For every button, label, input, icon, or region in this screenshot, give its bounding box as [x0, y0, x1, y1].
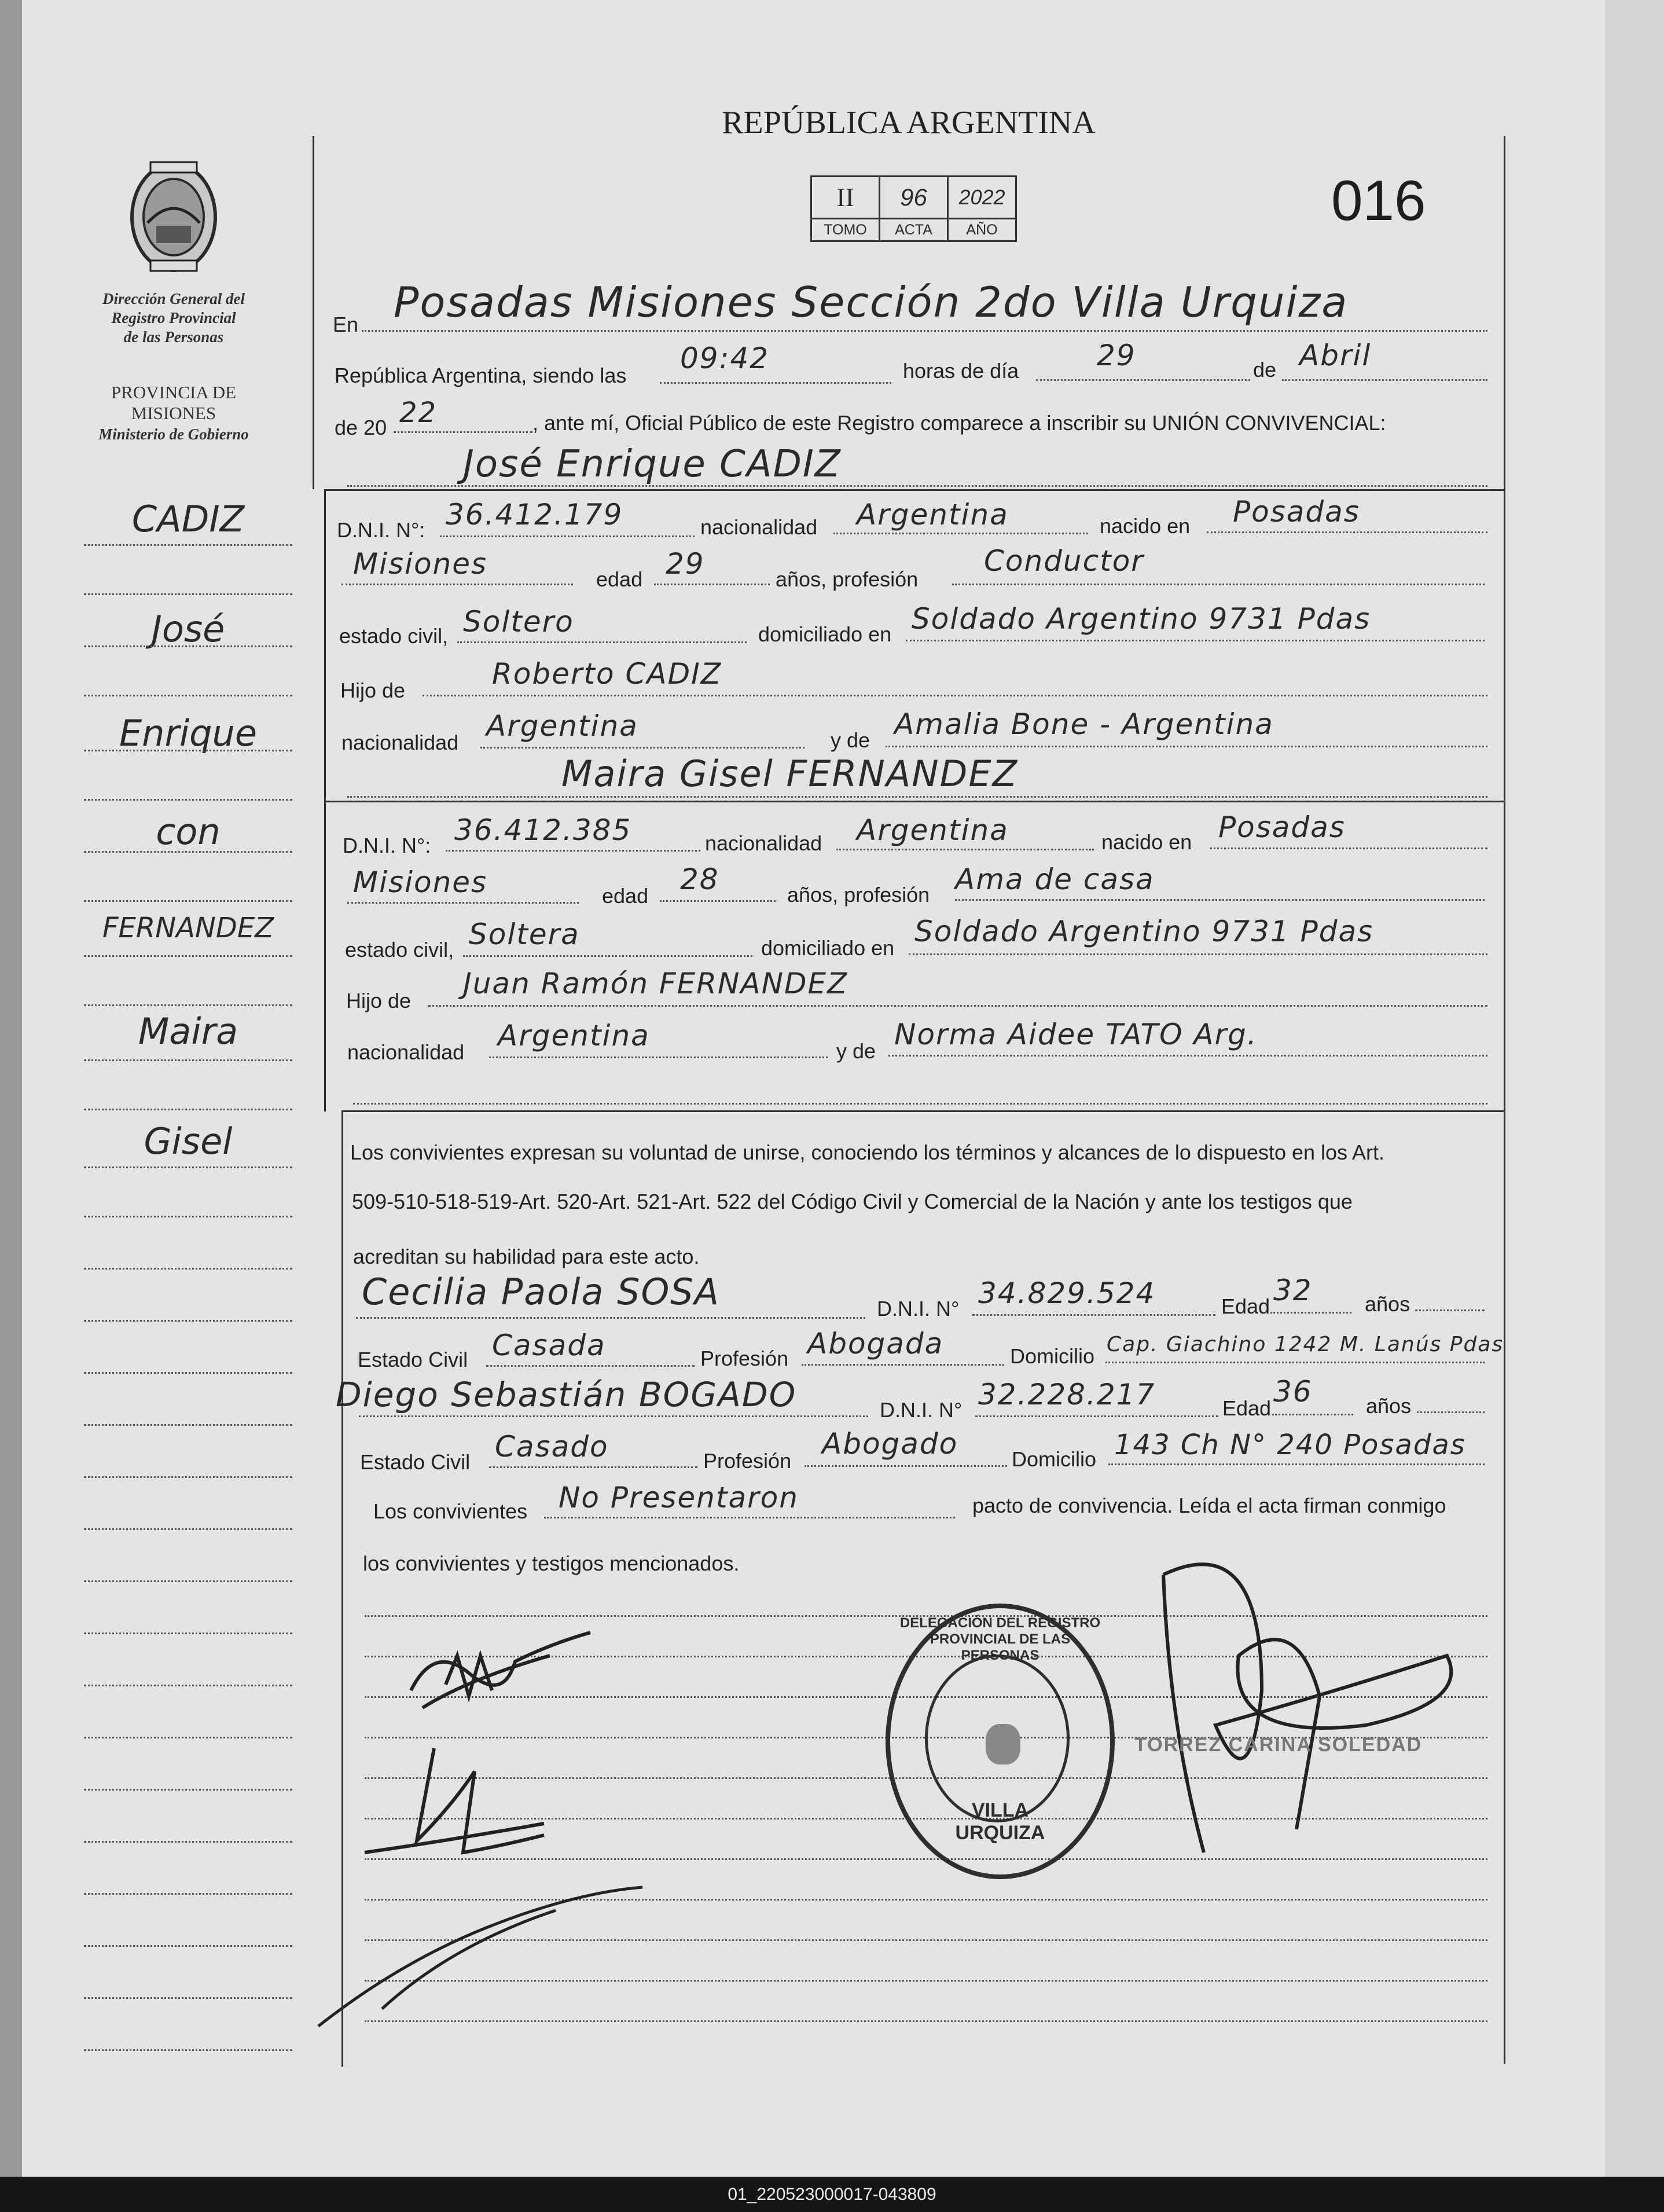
p1-dom-line [906, 640, 1485, 641]
w2-civil: Casado [495, 1430, 609, 1463]
statement-line-2: 509-510-518-519-Art. 520-Art. 521-Art. 522 del Código Civil y Comercial de la Nación y ante los testigos que [352, 1190, 1353, 1213]
margin-line [84, 1841, 292, 1843]
person2-name: Maira Gisel FERNANDEZ [561, 753, 1019, 795]
acta-value: 96 [880, 175, 949, 219]
p2-mother-line [888, 1055, 1487, 1057]
p2-hijo-label: Hijo de [346, 989, 412, 1013]
p2-dni-line [446, 850, 700, 852]
p1-hijo-label: Hijo de [340, 678, 406, 702]
p1-mother: Amalia Bone - Argentina [894, 707, 1274, 741]
w2-prof-line [805, 1465, 1007, 1467]
margin-name-6: Maira [138, 1010, 238, 1052]
p1-age: 29 [666, 547, 705, 581]
w1-prof-line [802, 1364, 1004, 1366]
w1-anos-line [1415, 1309, 1485, 1311]
margin-name-4: con [156, 810, 221, 853]
p2-dom-line [909, 953, 1487, 955]
p2-edad-label: edad [602, 884, 649, 908]
p1-edad-label: edad [596, 567, 643, 591]
agency-line-2: Registro Provincial [111, 309, 236, 327]
p1-dom-label: domiciliado en [758, 622, 892, 646]
p1-born-label: nacido en [1100, 514, 1191, 538]
stamp-emblem-icon [986, 1724, 1020, 1765]
margin-line [84, 1476, 292, 1478]
signature-2-icon [359, 1737, 556, 1876]
horas-label: horas de día [903, 359, 1019, 383]
p2-age-line [660, 900, 776, 902]
p2-address: Soldado Argentino 9731 Pdas [914, 915, 1374, 948]
place-line [362, 330, 1487, 332]
p2-mother: Norma Aidee TATO Arg. [894, 1018, 1258, 1051]
stamp-outer-text: DELEGACIÓN DEL REGISTRO PROVINCIAL DE LAS PERSONAS [899, 1615, 1101, 1663]
closing-line-2: los convivientes y testigos mencionados. [363, 1551, 740, 1575]
w1-prof-label: Profesión [700, 1347, 789, 1370]
margin-line [84, 900, 292, 902]
p2-nac-line [836, 849, 1094, 850]
p2-dni: 36.412.385 [454, 813, 632, 847]
p1-father-nat: Argentina [486, 709, 638, 743]
ministry-line: Ministerio de Gobierno [98, 425, 249, 443]
frame-left-1 [313, 136, 314, 489]
day-line [1036, 379, 1250, 381]
p1-father-line [423, 695, 1487, 696]
margin-line [84, 1737, 292, 1738]
w2-dom-label: Domicilio [1012, 1447, 1097, 1471]
hour-value: 09:42 [680, 342, 770, 375]
w1-civil: Casada [492, 1329, 606, 1362]
p2-father-line [428, 1005, 1487, 1007]
margin-line [84, 1945, 292, 1947]
p2-prof-label: años, profesión [787, 883, 930, 907]
w1-edad-label: Edad [1221, 1294, 1270, 1318]
appear-text: , ante mí, Oficial Público de este Registro comparece a inscribir su UNIÓN CONVIVENCIAL: [532, 411, 1386, 435]
p1-nac-label: nacionalidad [700, 515, 818, 539]
p2-dom-label: domiciliado en [761, 936, 895, 960]
p1-civil-label: estado civil, [339, 624, 449, 648]
closing-suffix: pacto de convivencia. Leída el acta firman conmigo [972, 1494, 1446, 1517]
w2-anos-line [1417, 1411, 1485, 1413]
p1-nac-line [833, 533, 1088, 534]
margin-line [84, 851, 292, 853]
margin-line [84, 799, 292, 801]
province-block [87, 382, 260, 445]
p2-born2-line [347, 902, 579, 904]
p2-born-line [1210, 848, 1487, 849]
p2-fnat-line [489, 1057, 828, 1058]
w2-dni-line [975, 1415, 1218, 1417]
margin-line [84, 544, 292, 546]
margin-line [84, 1580, 292, 1582]
w1-age: 32 [1273, 1274, 1313, 1307]
p1-born2-line [341, 584, 573, 585]
margin-line [84, 1268, 292, 1270]
p1-born2: Misiones [353, 547, 488, 581]
image-footer [0, 2177, 1664, 2212]
w2-dni-label: D.N.I. N° [880, 1398, 963, 1422]
agency-block [87, 289, 260, 347]
w1-profession: Abogada [807, 1327, 944, 1360]
p2-born: Posadas [1218, 810, 1346, 844]
w2-name-line [359, 1415, 868, 1417]
margin-line [84, 645, 292, 647]
p1-prof-label: años, profesión [776, 567, 919, 591]
section-divider-1 [324, 489, 1505, 491]
margin-line [84, 1004, 292, 1006]
en-label: En [333, 313, 359, 336]
w1-dni: 34.829.524 [978, 1276, 1156, 1310]
closing-line [544, 1517, 955, 1518]
p2-nac-label: nacionalidad [705, 831, 822, 855]
person2-name-line [347, 796, 1487, 798]
republica-label: República Argentina, siendo las [335, 364, 627, 387]
w2-prof-label: Profesión [703, 1449, 792, 1473]
image-code: 01_220523000017-043809 [728, 2185, 936, 2204]
margin-line [84, 750, 292, 751]
margin-name-1: CADIZ [131, 498, 245, 540]
w1-dni-label: D.N.I. N° [877, 1297, 960, 1320]
margin-line [84, 593, 292, 595]
w2-profession: Abogado [822, 1427, 958, 1461]
margin-line [84, 1424, 292, 1426]
tomo-acta-ano-table [810, 175, 1017, 242]
tomo-label: TOMO [810, 219, 880, 242]
province-line-2: MISIONES [131, 403, 216, 423]
w2-name: Diego Sebastián BOGADO [336, 1375, 797, 1414]
ano-label: AÑO [949, 219, 1017, 242]
stamp-inner-text: VILLA URQUIZA [955, 1799, 1045, 1844]
margin-line [84, 1166, 292, 1168]
day-value: 29 [1097, 339, 1136, 372]
p1-nationality: Argentina [857, 498, 1009, 531]
w1-dom-label: Domicilio [1010, 1344, 1095, 1368]
p1-born-line [1207, 531, 1487, 533]
p2-nac2-label: nacionalidad [347, 1040, 465, 1064]
p1-mother-line [886, 746, 1487, 747]
margin-name-3: Enrique [119, 712, 257, 754]
p2-born-label: nacido en [1101, 830, 1192, 854]
w2-dni: 32.228.217 [978, 1378, 1156, 1411]
p1-dni-line [440, 535, 695, 537]
registry-stamp [886, 1604, 1115, 1879]
margin-name-5: FERNANDEZ [102, 912, 274, 944]
p2-prof-line [955, 899, 1485, 901]
p2-dni-label: D.N.I. N°: [343, 834, 431, 857]
month-value: Abril [1299, 339, 1372, 372]
margin-line [84, 695, 292, 696]
w2-age-line [1272, 1414, 1353, 1415]
margin-line [84, 1109, 292, 1110]
margin-name-7: Gisel [144, 1120, 233, 1162]
w2-anos-label: años [1366, 1394, 1412, 1418]
p1-father: Roberto CADIZ [492, 657, 722, 691]
tomo-value: II [810, 175, 880, 219]
facing-page-edge [1605, 0, 1664, 2177]
p2-civil-line [463, 955, 752, 957]
w2-dom-line [1108, 1463, 1485, 1465]
statement-line-3: acreditan su habilidad para este acto. [353, 1245, 700, 1268]
frame-right [1504, 136, 1505, 2064]
signature-1-icon [399, 1621, 608, 1725]
p1-address: Soldado Argentino 9731 Pdas [912, 602, 1371, 636]
p1-dni: 36.412.179 [446, 498, 623, 531]
margin-line [84, 1997, 292, 1999]
year-suffix: 22 [399, 397, 438, 429]
month-line [1282, 379, 1487, 381]
place-value: Posadas Misiones Sección 2do Villa Urquiza [394, 278, 1349, 327]
w1-name: Cecilia Paola SOSA [362, 1271, 721, 1313]
p2-civil: Soltera [469, 918, 580, 951]
w1-name-line [356, 1317, 865, 1319]
margin-line [84, 1320, 292, 1322]
p2-nationality: Argentina [857, 813, 1009, 847]
margin-line [84, 2049, 292, 2051]
p1-born: Posadas [1233, 495, 1360, 529]
margin-line [84, 955, 292, 957]
agency-line-1: Dirección General del [102, 290, 245, 307]
p2-blank-line [353, 1103, 1487, 1105]
year-line [394, 431, 532, 433]
w1-dom-line [1105, 1362, 1485, 1363]
official-signature-icon [1146, 1551, 1470, 1876]
section-divider-2 [324, 801, 1505, 802]
closing-prefix: Los convivientes [373, 1499, 528, 1523]
w2-address: 143 Ch N° 240 Posadas [1114, 1429, 1466, 1461]
margin-line [84, 1528, 292, 1530]
p2-born2: Misiones [353, 865, 488, 899]
province-seal-icon [124, 159, 223, 275]
year-prefix: de 20 [335, 416, 387, 439]
p1-fnat-line [480, 747, 805, 749]
province-line-1: PROVINCIA DE [111, 382, 237, 402]
p1-prof-line [952, 584, 1485, 585]
margin-line [84, 1685, 292, 1686]
hour-line [660, 382, 891, 384]
p2-father-nat: Argentina [498, 1019, 650, 1052]
closing-value: No Presentaron [559, 1481, 799, 1514]
w1-civil-label: Estado Civil [358, 1348, 468, 1371]
record-number: 016 [1331, 168, 1426, 232]
officer-stamp: TORREZ CARINA SOLEDAD [1134, 1734, 1423, 1756]
agency-line-3: de las Personas [123, 328, 224, 346]
w1-anos-label: años [1365, 1292, 1410, 1316]
margin-line [84, 1059, 292, 1061]
p1-profession: Conductor [984, 544, 1144, 578]
p2-father: Juan Ramón FERNANDEZ [463, 967, 848, 1000]
acta-label: ACTA [880, 219, 949, 242]
p1-nac2-label: nacionalidad [341, 731, 459, 754]
p2-profession: Ama de casa [955, 863, 1155, 896]
margin-line [84, 1633, 292, 1634]
w1-civil-line [486, 1365, 695, 1367]
signature-3-icon [313, 1876, 648, 2038]
margin-line [84, 1893, 292, 1895]
w2-civil-label: Estado Civil [360, 1450, 471, 1474]
p1-age-line [654, 584, 770, 585]
p1-civil-line [457, 641, 747, 643]
section-divider-3 [341, 1110, 1505, 1112]
p1-dni-label: D.N.I. N°: [337, 518, 425, 542]
margin-line [84, 1789, 292, 1791]
p2-age: 28 [680, 863, 719, 896]
w1-age-line [1270, 1312, 1351, 1314]
p2-yde-label: y de [836, 1039, 876, 1063]
ano-value: 2022 [949, 175, 1017, 219]
w1-address: Cap. Giachino 1242 M. Lanús Pdas [1107, 1333, 1504, 1356]
w1-dni-line [972, 1314, 1215, 1316]
margin-name-2: José [151, 608, 225, 650]
w2-age: 36 [1273, 1375, 1313, 1408]
p1-civil: Soltero [463, 605, 574, 639]
p1-yde-label: y de [831, 728, 870, 752]
de-label: de [1253, 358, 1277, 381]
margin-line [84, 1372, 292, 1374]
statement-line-1: Los convivientes expresan su voluntad de unirse, conociendo los términos y alcances de lo dispuesto en los Art. [350, 1140, 1385, 1164]
p2-civil-label: estado civil, [345, 938, 454, 962]
margin-line [84, 1216, 292, 1217]
country-title: REPÚBLICA ARGENTINA [722, 105, 1096, 141]
w2-civil-line [489, 1466, 697, 1468]
w2-edad-label: Edad [1222, 1396, 1272, 1420]
person1-name: José Enrique CADIZ [463, 443, 842, 486]
